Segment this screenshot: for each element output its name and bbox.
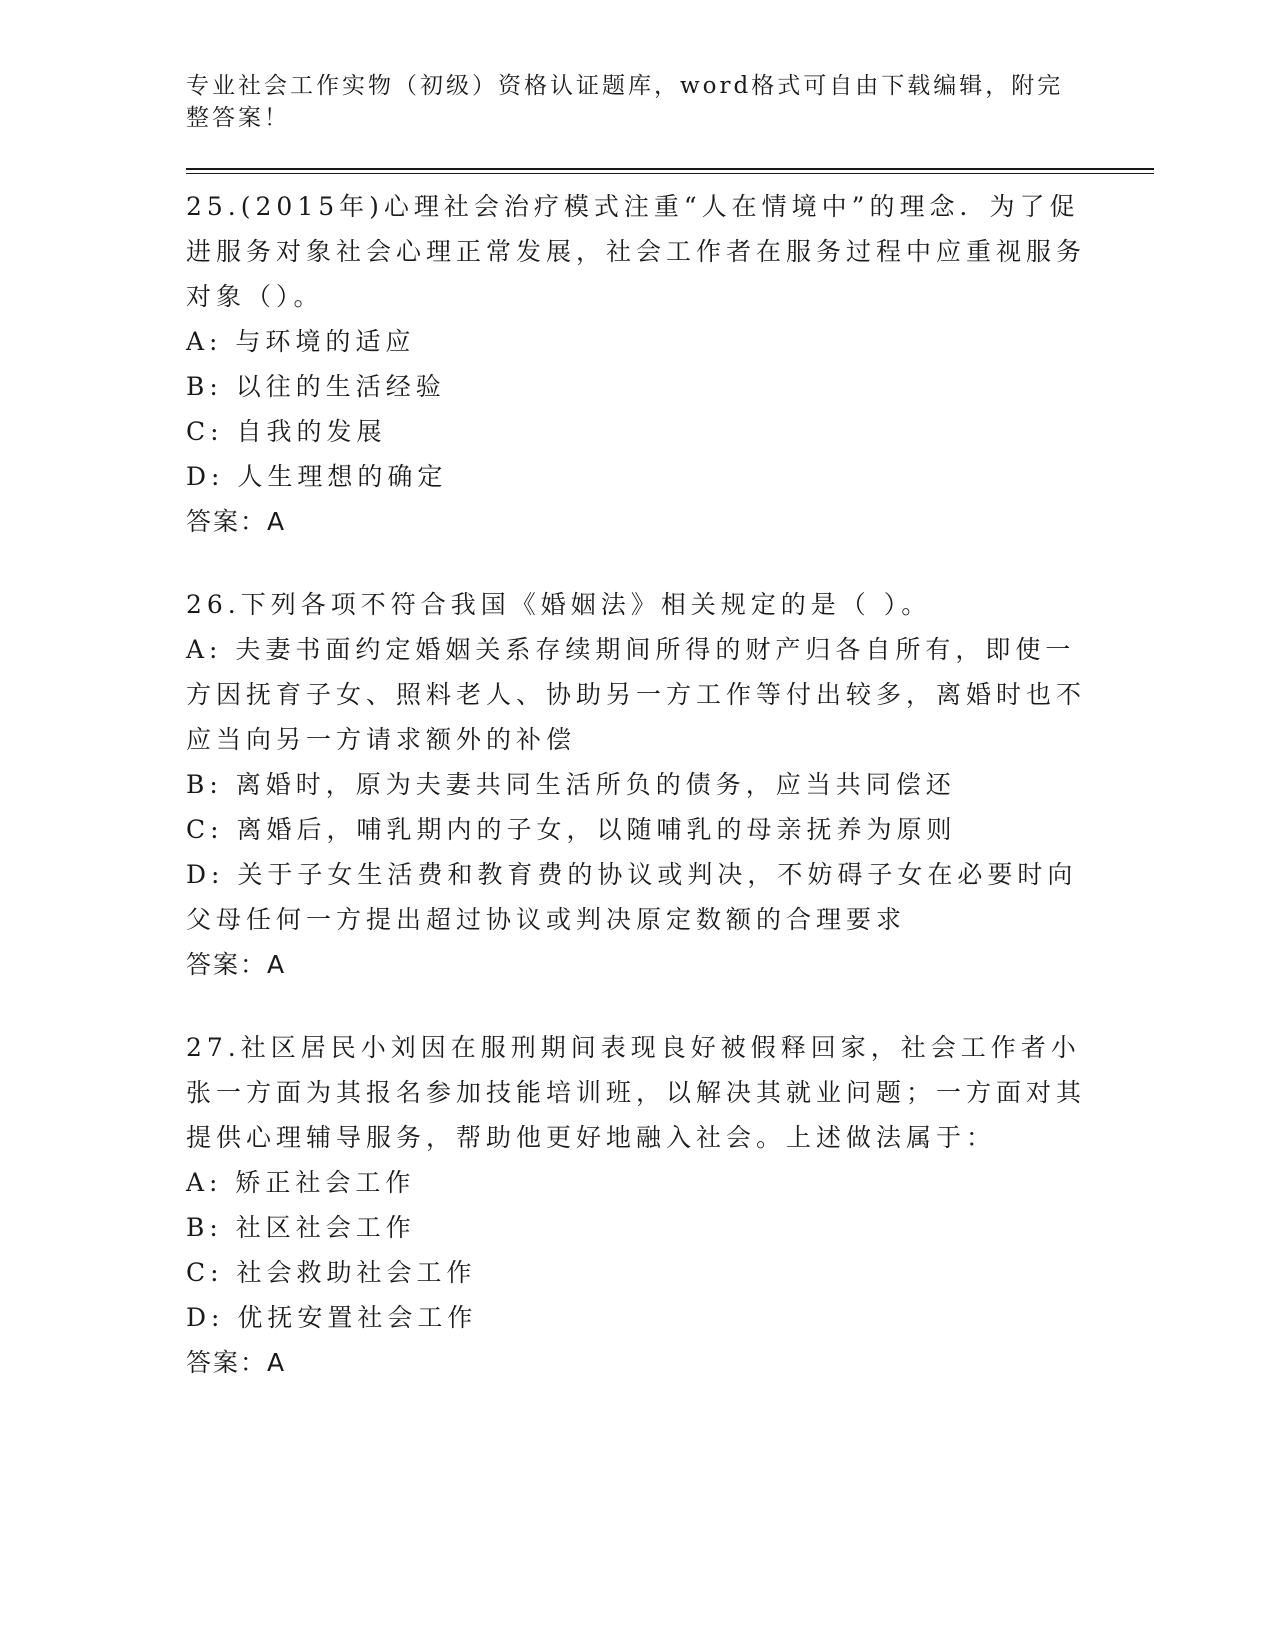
question-text: 27.社区居民小刘因在服刑期间表现良好被假释回家，社会工作者小张一方面为其报名参加技能培训班，以解决其就业问题；一方面对其提供心理辅导服务，帮助他更好地融入社会。上述做法属于： bbox=[186, 1033, 1087, 1152]
question-25 bbox=[186, 184, 1086, 544]
answer-line: 答案：A bbox=[186, 950, 287, 979]
answer-line: 答案：A bbox=[186, 1348, 287, 1377]
option-d: D: 人生理想的确定 bbox=[186, 462, 448, 491]
document-page bbox=[186, 70, 1154, 1385]
question-text: 25.(2015年)心理社会治疗模式注重“人在情境中”的理念．为了促进服务对象社会心理正常发展，社会工作者在服务过程中应重视服务对象（）。 bbox=[186, 192, 1087, 311]
page-header: 专业社会工作实物（初级）资格认证题库，word格式可自由下载编辑，附完整答案！ bbox=[186, 73, 1064, 131]
option-a: A: 夫妻书面约定婚姻关系存续期间所得的财产归各自所有，即使一方因抚育子女、照料老人、协助另一方工作等付出较多，离婚时也不应当向另一方请求额外的补偿 bbox=[186, 635, 1087, 754]
option-b: B: 离婚时，原为夫妻共同生活所负的债务，应当共同偿还 bbox=[186, 770, 956, 799]
question-26 bbox=[186, 582, 1086, 987]
header-divider bbox=[186, 168, 1154, 174]
option-b: B: 以往的生活经验 bbox=[186, 372, 446, 401]
option-a: A: 与环境的适应 bbox=[186, 327, 416, 356]
option-c: C: 社会救助社会工作 bbox=[186, 1258, 477, 1287]
option-c: C: 离婚后，哺乳期内的子女，以随哺乳的母亲抚养为原则 bbox=[186, 815, 957, 844]
question-text: 26.下列各项不符合我国《婚姻法》相关规定的是（ ）。 bbox=[186, 590, 932, 619]
answer-line: 答案：A bbox=[186, 507, 287, 536]
option-d: D: 关于子女生活费和教育费的协议或判决，不妨碍子女在必要时向父母任何一方提出超过协议或判决原定数额的合理要求 bbox=[186, 860, 1078, 934]
question-27 bbox=[186, 1025, 1086, 1385]
option-c: C: 自我的发展 bbox=[186, 417, 387, 446]
option-b: B: 社区社会工作 bbox=[186, 1213, 416, 1242]
option-a: A: 矫正社会工作 bbox=[186, 1168, 416, 1197]
option-d: D: 优抚安置社会工作 bbox=[186, 1303, 478, 1332]
